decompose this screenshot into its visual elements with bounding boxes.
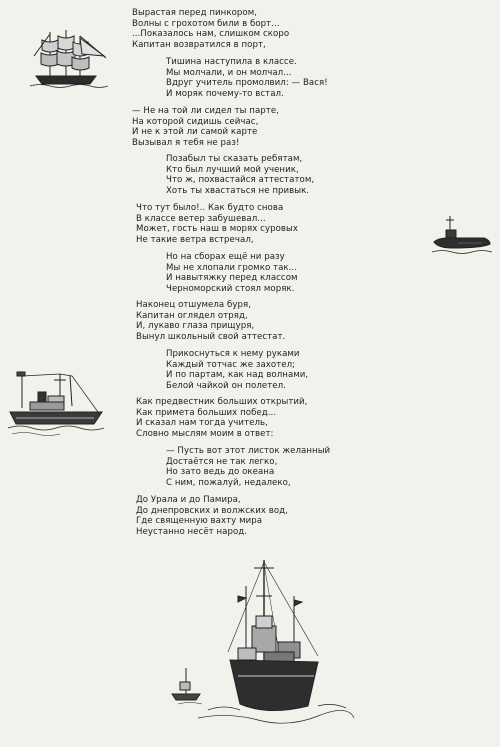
warship-icon: [168, 556, 358, 726]
poem-line: Вырастая перед пинкором,: [132, 8, 258, 18]
poem-line: И по партам, как над волнами,: [166, 370, 309, 381]
stanza-9: [136, 397, 307, 439]
poem-line: Вдруг учитель промолвил: — Вася!: [166, 78, 328, 89]
poem-line: Капитан возвратился в порт,: [132, 39, 266, 50]
poem-line: — Не на той ли сидел ты парте,: [132, 106, 279, 116]
poem-line: Достаётся не так легко,: [166, 456, 278, 467]
stanza-11: [136, 495, 288, 537]
poem-line: Как предвестник больших открытий,: [136, 397, 308, 407]
poem-line: Тишина наступила в классе.: [166, 57, 297, 67]
stanza-5: [136, 203, 298, 245]
poem-line: — Пусть вот этот листок желанный: [166, 446, 331, 456]
stanza-6: [166, 252, 298, 294]
poem-line: Каждый тотчас же захотел;: [166, 359, 296, 370]
poem-line: Что тут было!.. Как будто снова: [136, 203, 284, 213]
poem-line: ...Показалось нам, слишком скоро: [132, 29, 290, 40]
poem-line: Вызывал я тебя не раз!: [132, 137, 240, 148]
steamship-icon: [8, 368, 104, 438]
poem-line: Но на сборах ещё ни разу: [166, 252, 285, 262]
poem-line: Но зато ведь до океана: [166, 467, 275, 478]
poem-line: И навытяжку перед классом: [166, 273, 298, 284]
poem-line: Мы не хлопали громко так...: [166, 262, 297, 273]
poem-line: Волны с грохотом били в борт...: [132, 18, 280, 29]
poem-line: Не такие ветра встречал,: [136, 234, 254, 245]
poem-line: Как примета больших побед...: [136, 407, 277, 418]
stanza-10: [166, 446, 330, 488]
stanza-3: [132, 106, 279, 148]
poem-line: Где священную вахту мира: [136, 516, 263, 527]
poem-line: Может, гость наш в морях суровых: [136, 224, 298, 235]
poem-line: В классе ветер забушевал...: [136, 213, 266, 224]
poem-line: Что ж, похвастайся аттестатом,: [166, 175, 315, 186]
poem-line: Словно мыслям моим в ответ:: [136, 428, 274, 439]
poem-line: На которой сидишь сейчас,: [132, 116, 259, 127]
poem-line: Хоть ты хвастаться не привык.: [166, 185, 310, 196]
stanza-1: [132, 8, 289, 50]
poem-line: Капитан оглядел отряд,: [136, 310, 248, 321]
poem-line: Мы молчали, и он молчал...: [166, 67, 292, 78]
poem-line: И не к этой ли самой карте: [132, 127, 258, 138]
poem-line: Вынул школьный свой аттестат.: [136, 331, 286, 342]
poem-line: И, лукаво глаза прищуря,: [136, 321, 255, 332]
poem-line: Прикоснуться к нему руками: [166, 349, 300, 359]
poem-line: Белой чайкой он полетел.: [166, 380, 286, 391]
stanza-8: [166, 349, 308, 391]
stanza-2: [166, 57, 328, 99]
stanza-4: [166, 154, 314, 196]
poem-line: Черноморский стоял моряк.: [166, 283, 295, 294]
sailing-ship-icon: [28, 26, 108, 90]
poem-line: Наконец отшумела буря,: [136, 300, 251, 310]
poem-line: Кто был лучший мой ученик,: [166, 164, 299, 175]
stanza-7: [136, 300, 285, 342]
poem-line: До Урала и до Памира,: [136, 495, 241, 505]
submarine-icon: [432, 212, 492, 256]
poem-line: С ним, пожалуй, недалеко,: [166, 477, 291, 488]
poem-line: Позабыл ты сказать ребятам,: [166, 154, 303, 164]
poem-line: И сказал нам тогда учитель,: [136, 418, 268, 429]
poem-line: Неустанно несёт народ.: [136, 526, 248, 537]
poem-line: И моряк почему-то встал.: [166, 88, 284, 99]
poem-line: До днепровских и волжских вод,: [136, 505, 288, 516]
